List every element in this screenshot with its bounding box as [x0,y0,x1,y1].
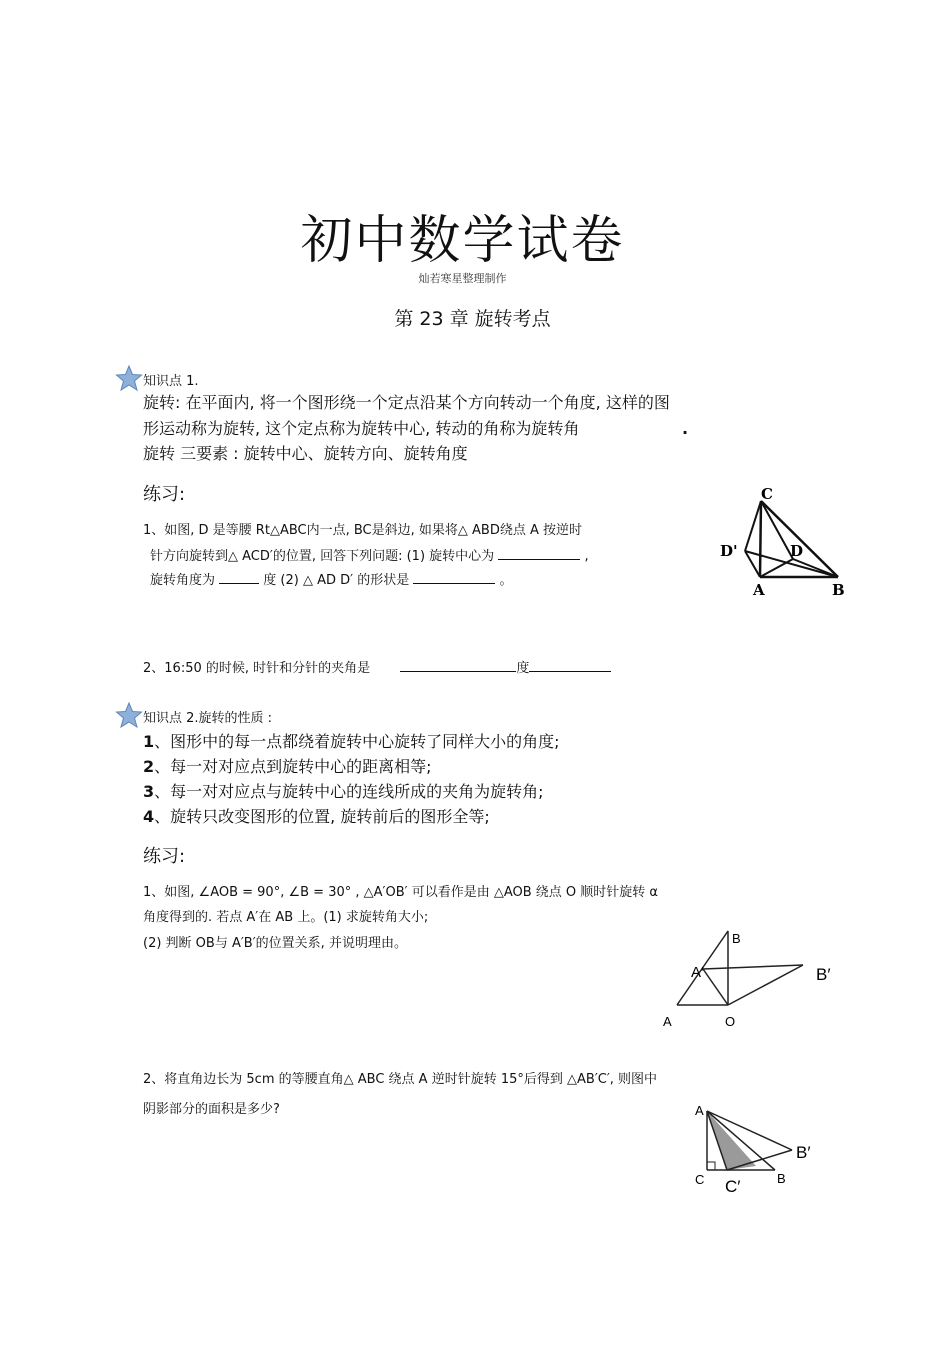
fig1-label-d: D [790,542,804,560]
figure-isosceles-right-triangle [690,1098,820,1198]
s2-q2-line1: 2、将直角边长为 5cm 的等腰直角△ ABC 绕点 A 逆时针旋转 15°后得到 △AB′C′, 则图中 [143,1072,658,1087]
fig1-label-b: B [832,581,845,599]
s1-q1-line1: 1、如图, D 是等腰 Rt△ABC内一点, BC是斜边, 如果将△ ABD绕点 A 按逆时 [143,523,583,538]
s1-q1-line2-text: 针方向旋转到△ ACD′的位置, 回答下列问题: (1) 旋转中心为 [150,549,495,564]
fig2-label-b: B [732,931,741,946]
figure-triangle-abc [715,485,855,600]
answer-blank-angle[interactable] [219,569,259,584]
fig2-label-a-prime: A′ [691,964,704,981]
property-2: 2、每一对对应点到旋转中心的距离相等; [143,757,432,776]
section1-practice-label: 练习: [143,484,186,505]
answer-blank-clock-angle[interactable] [400,657,516,672]
section1-line-2: 形运动称为旋转, 这个定点称为旋转中心, 转动的角称为旋转角 [143,419,580,438]
fig2-label-o: O [725,1014,736,1029]
s2-q2-line2: 阴影部分的面积是多少? [143,1102,280,1117]
s1-q1-line3-mid: 度 (2) △ AD D′ 的形状是 [263,573,410,588]
s1-q2 [143,657,611,676]
fig3-label-b-prime: B′ [796,1143,811,1162]
answer-blank-clock-extra[interactable] [529,657,611,672]
section1-line-1: 旋转: 在平面内, 将一个图形绕一个定点沿某个方向转动一个角度, 这样的图 [143,393,670,412]
s1-q1-line3-end: 。 [499,573,513,588]
fig3-label-a: A [695,1103,704,1118]
fig3-label-b: B [777,1171,786,1186]
s2-q1-line3: (2) 判断 OB与 A′B′的位置关系, 并说明理由。 [143,936,407,951]
section2-heading: 知识点 2.旋转的性质 : [143,711,273,726]
section2-practice-label: 练习: [143,846,186,867]
figure-aob-rotation [655,925,845,1035]
page-title: 初中数学试卷 [300,211,625,271]
answer-blank-shape[interactable] [413,569,495,584]
s2-q1-line2: 角度得到的. 若点 A′在 AB 上。(1) 求旋转角大小; [143,910,429,925]
section1-line-3: 旋转 三要素 : 旋转中心、旋转方向、旋转角度 [143,444,468,463]
fig2-label-a: A [663,1014,672,1029]
s2-q1-line1: 1、如图, ∠AOB = 90°, ∠B = 30° , △A′OB′ 可以看作是由 △AOB 绕点 O 顺时针旋转 α [143,885,658,900]
page-subtitle: 灿若寒星整理制作 [418,272,507,285]
s1-q1-line2-comma: , [584,549,589,564]
star-icon-2 [115,702,143,728]
answer-blank-center[interactable] [498,545,580,560]
fig2-label-b-prime: B′ [816,965,831,984]
fig1-label-a: A [753,581,765,599]
fig1-label-d-prime: D' [720,542,738,560]
property-3: 3、每一对对应点与旋转中心的连线所成的夹角为旋转角; [143,782,544,801]
fig3-label-c-prime: C′ [725,1177,741,1196]
s1-q2-unit: 度 [516,661,530,676]
property-1: 1、图形中的每一点都绕着旋转中心旋转了同样大小的角度; [143,732,560,751]
fig1-label-c: C [761,485,773,503]
section1-line-2-period: . [682,419,689,438]
property-4: 4、旋转只改变图形的位置, 旋转前后的图形全等; [143,807,490,826]
section1-heading: 知识点 1. [143,374,199,389]
chapter-heading: 第 23 章 旋转考点 [394,308,551,330]
fig3-label-c: C [695,1172,705,1187]
s1-q1-line2 [150,545,589,564]
s1-q2-text: 2、16:50 的时候, 时针和分针的夹角是 [143,661,371,676]
star-icon [115,365,143,391]
s1-q1-line3-text: 旋转角度为 [150,573,216,588]
s1-q1-line3 [150,569,513,588]
